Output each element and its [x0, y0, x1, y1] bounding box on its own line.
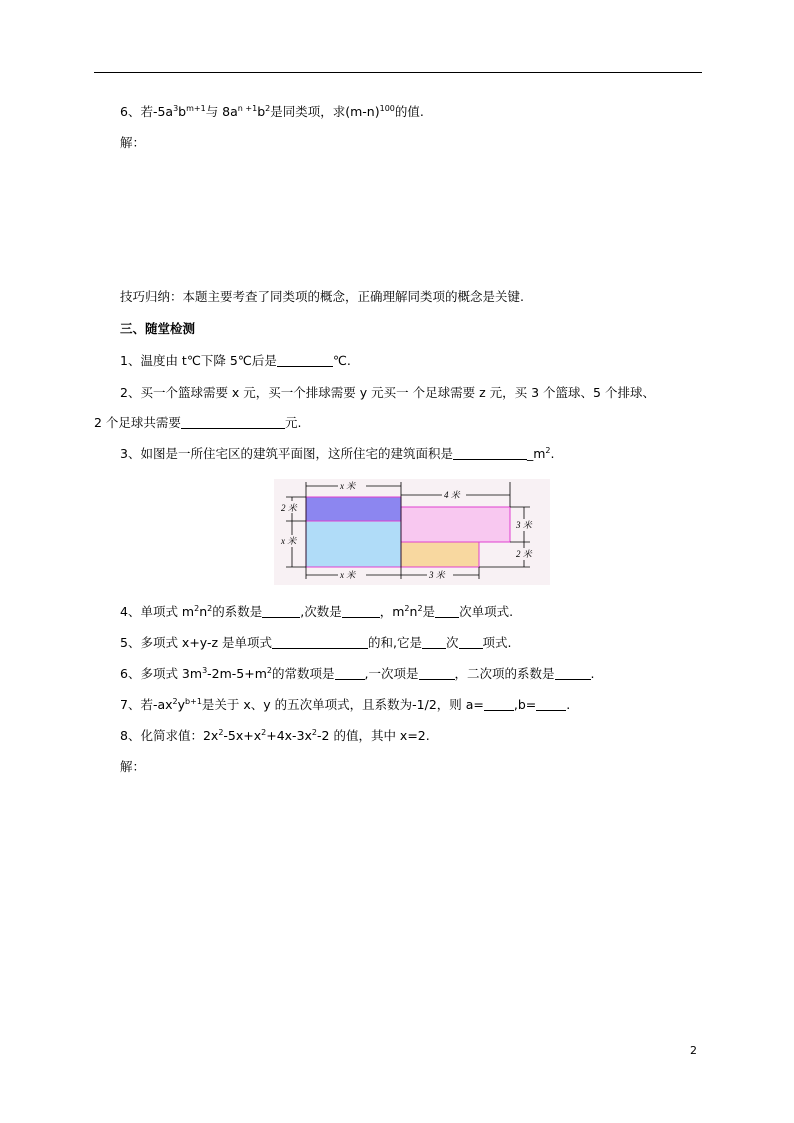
t7-text: 是关于 x、y 的五次单项式，且系数为-1/2，则 a=	[201, 697, 484, 712]
tip-summary: 技巧归纳：本题主要考查了同类项的概念，正确理解同类项的概念是关键.	[120, 289, 524, 304]
answer-blank[interactable]	[342, 605, 380, 618]
dim-label-top-4: 4 米	[444, 490, 460, 500]
t4-text: n	[199, 604, 208, 619]
answer-blank[interactable]	[419, 667, 455, 680]
t6-exp: 2	[266, 666, 273, 675]
t3-text: 3、如图是一所住宅区的建筑平面图，这所住宅的建筑面积是	[120, 446, 453, 461]
t2-text: 元.	[284, 415, 302, 430]
t7-exp: 2	[172, 697, 178, 706]
t5-text: 5、多项式 x+y-z 是单项式	[120, 635, 273, 650]
t6-text: .	[590, 666, 595, 681]
answer-blank[interactable]	[272, 636, 368, 649]
t8-exp: 2	[218, 728, 224, 737]
dim-label-left-2: 2 米	[281, 503, 297, 513]
answer-blank[interactable]	[335, 667, 365, 680]
test-item-8	[120, 728, 430, 744]
section-title: 三、随堂检测	[120, 321, 196, 336]
test-item-1	[120, 353, 351, 369]
answer-label: 解：	[120, 135, 146, 150]
q6-exp: 2	[265, 104, 271, 113]
question-6	[120, 104, 424, 120]
t4-text: 4、单项式 m	[120, 604, 195, 619]
test-item-4	[120, 604, 513, 620]
q6-text: b	[257, 104, 266, 119]
dim-label-left-x: x 米	[281, 536, 297, 546]
t7-text: .	[566, 697, 571, 712]
t8-text: -2 的值，其中 x=2.	[317, 728, 430, 743]
floor-plan-figure	[274, 479, 550, 585]
answer-label: 解：	[120, 759, 146, 774]
t4-text: 的系数是	[212, 604, 263, 619]
answer-blank[interactable]	[453, 447, 527, 460]
answer-blank[interactable]	[459, 636, 483, 649]
answer-blank[interactable]	[262, 605, 300, 618]
t6-exp: 3	[202, 666, 208, 675]
t6-text: ，二次项的系数是	[454, 666, 555, 681]
t2-text: 2 个足球共需要	[94, 415, 181, 430]
t6-text: 的常数项是	[272, 666, 335, 681]
t8-exp: 2	[311, 728, 318, 737]
t4-exp: 2	[404, 604, 410, 613]
t4-exp: 2	[207, 604, 213, 613]
answer-blank[interactable]	[422, 636, 446, 649]
t6-text: 6、多项式 3m	[120, 666, 203, 681]
dim-label-top-x: x 米	[340, 481, 356, 491]
t8-text: +4x-3x	[266, 728, 312, 743]
t4-exp: 2	[194, 604, 200, 613]
room-blue-light	[306, 521, 401, 567]
page-number: 2	[690, 1044, 697, 1057]
q6-text: b	[178, 104, 187, 119]
dim-label-right-3: 3 米	[516, 520, 532, 530]
answer-blank[interactable]	[555, 667, 591, 680]
t8-text: -5x+x	[223, 728, 262, 743]
q6-exp: m+1	[186, 104, 206, 113]
room-orange	[401, 542, 479, 567]
answer-blank[interactable]	[181, 416, 285, 429]
t8-text: 8、化简求值：2x	[120, 728, 219, 743]
dim-label-bottom-x: x 米	[340, 570, 356, 580]
t5-text: 的和,它是	[368, 635, 423, 650]
q6-exp: 3	[173, 104, 179, 113]
t7-exp: b+1	[185, 697, 202, 706]
answer-blank[interactable]	[536, 698, 566, 711]
room-blue-dark	[306, 497, 401, 521]
floor-plan-svg	[274, 479, 550, 585]
test-item-2-line2	[94, 415, 301, 431]
t4-text: ,次数是	[300, 604, 342, 619]
t3-text: .	[550, 446, 555, 461]
t4-text: n	[409, 604, 418, 619]
test-item-6	[120, 666, 595, 682]
dim-label-bottom-3: 3 米	[429, 570, 445, 580]
t1-text: ℃.	[332, 353, 351, 368]
t5-text: 项式.	[482, 635, 512, 650]
t4-text: 次单项式.	[459, 604, 514, 619]
q6-exp: 100	[379, 104, 395, 113]
t6-text: ,一次项是	[364, 666, 419, 681]
t4-exp: 2	[417, 604, 423, 613]
q6-text: 与 8a	[205, 104, 238, 119]
t5-text: 次	[446, 635, 459, 650]
q6-text: 的值.	[394, 104, 424, 119]
t7-text: 7、若-ax	[120, 697, 173, 712]
t3-text: _m	[526, 446, 546, 461]
answer-blank[interactable]	[484, 698, 514, 711]
t7-text: y	[177, 697, 186, 712]
test-item-5	[120, 635, 512, 651]
answer-blank[interactable]	[277, 354, 333, 367]
t4-text: 是	[422, 604, 436, 619]
t6-text: -2m-5+m	[207, 666, 267, 681]
t4-text: ，m	[379, 604, 405, 619]
test-item-3	[120, 446, 554, 462]
answer-blank[interactable]	[435, 605, 459, 618]
t3-exp: 2	[545, 446, 551, 455]
t8-exp: 2	[261, 728, 267, 737]
test-item-2-line1: 2、买一个篮球需要 x 元，买一个排球需要 y 元买一 个足球需要 z 元，买 3 个篮球、5 个排球、	[120, 385, 655, 400]
q6-text: 是同类项，求(m-n)	[270, 104, 380, 119]
header-rule	[94, 72, 702, 73]
room-pink	[401, 507, 510, 542]
q6-text: 6、若-5a	[120, 104, 174, 119]
t7-text: ,b=	[513, 697, 537, 712]
dim-label-right-2: 2 米	[516, 549, 532, 559]
t1-text: 1、温度由 t℃下降 5℃后是	[120, 353, 277, 368]
test-item-7	[120, 697, 570, 713]
q6-exp: n +1	[237, 104, 258, 113]
